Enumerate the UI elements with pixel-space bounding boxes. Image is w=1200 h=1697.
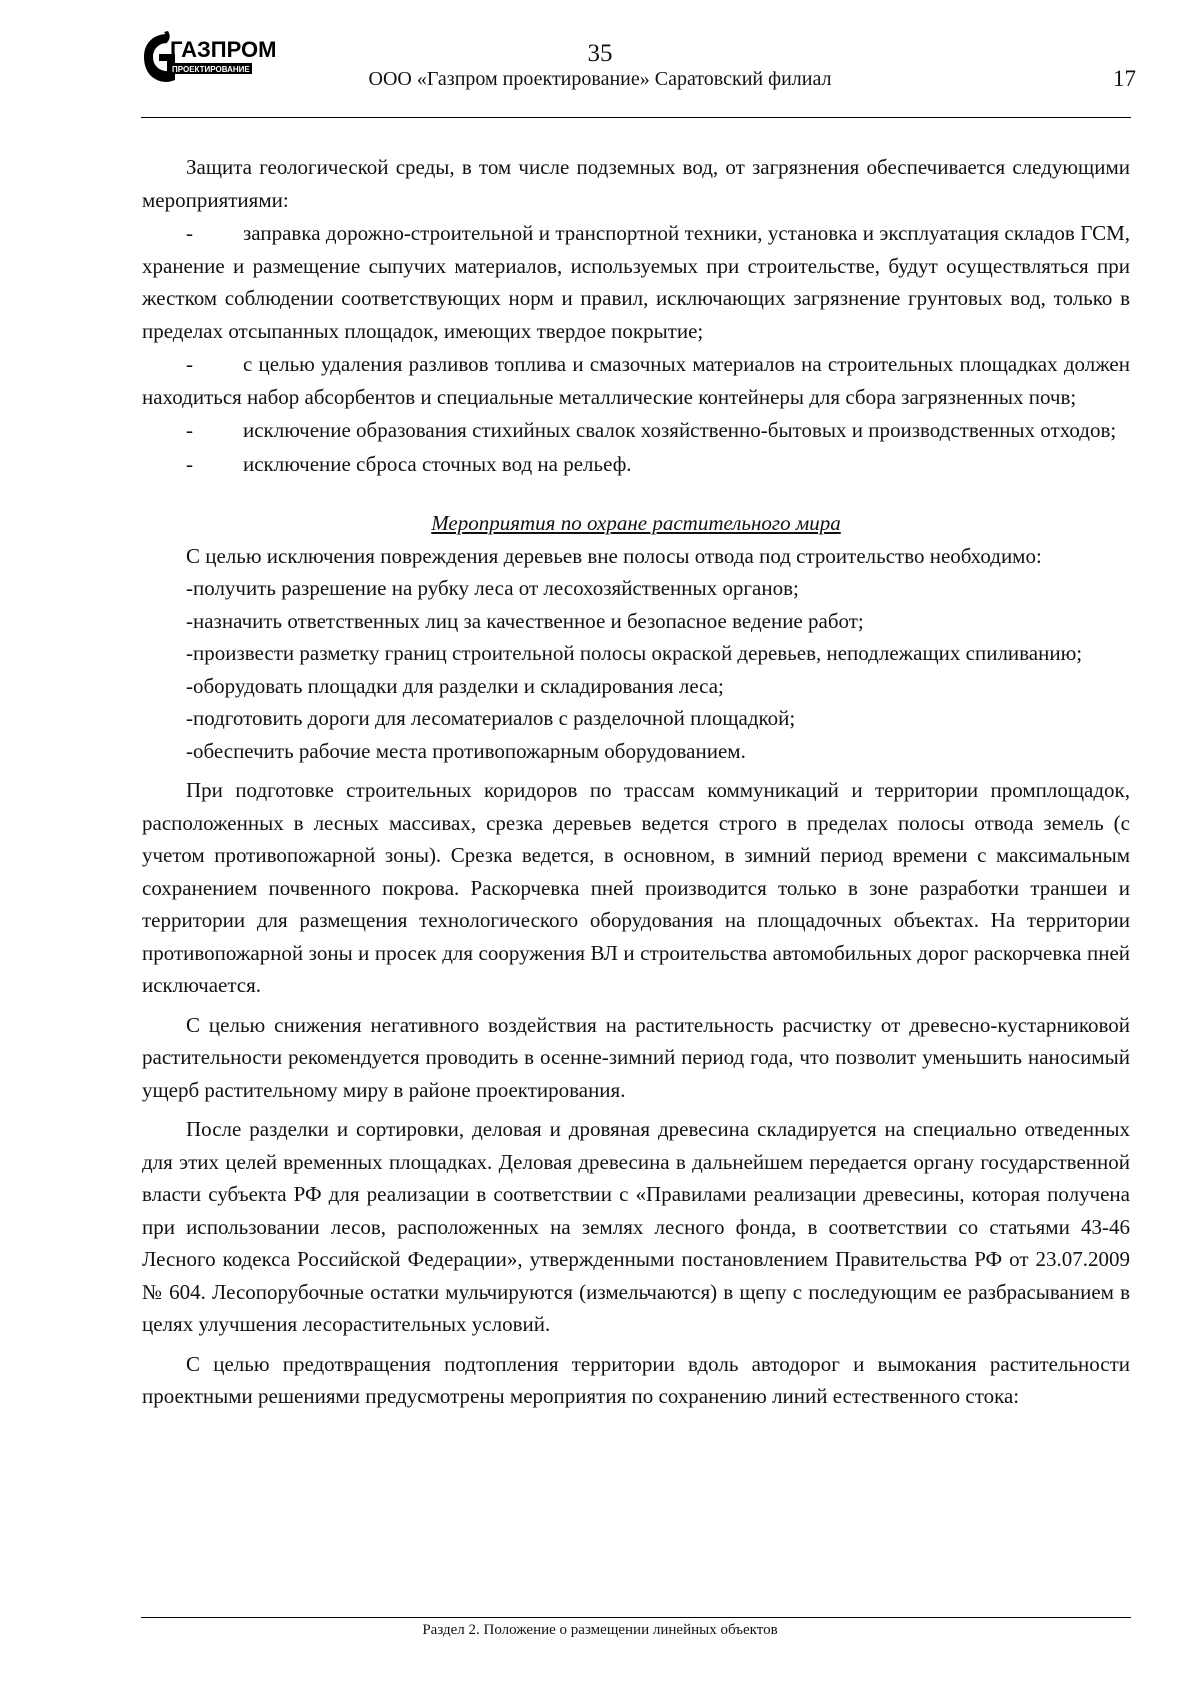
sheet-number: 17 [1113,66,1136,91]
list-item: -оборудовать площадки для разделки и складирования леса; [186,673,724,698]
list-item: - исключение образования стихийных свалок хозяйственно-бытовых и производственных отходов; [142,414,1130,447]
paragraph: После разделки и сортировки, деловая и дровяная древесина складируется на специально отведенных для этих целей временных площадках. Деловая древесина в дальнейшем передается органу государственной власти субъекта РФ для реализации в соответствии с «Правилами реализации древесины, которая получена при использовании лесов, расположенных на землях лесного фонда, в соответствии со статьями 43-46 Лесного кодекса Российской Федерации», утвержденными постановлением Правительства РФ от 23.07.2009 № 604. Лесопорубочные остатки мульчируются (измельчаются) в щепу с последующим ее разбрасыванием в целях улучшения лесорастительных условий. [142,1117,1130,1336]
page-number: 35 [587,40,613,67]
paragraph: С целью предотвращения подтопления территории вдоль автодорог и вымокания растительности проектными решениями предусмотрены мероприятия по сохранению линий естественного стока: [142,1351,1130,1408]
list-item: -подготовить дороги для лесоматериалов с разделочной площадкой; [186,706,796,730]
list-item: -назначить ответственных лиц за качественное и безопасное ведение работ; [186,608,864,633]
list-dash: - [186,418,193,442]
svg-text:ГАЗПРОМ: ГАЗПРОМ [170,37,277,62]
paragraph: С целью снижения негативного воздействия на растительность расчистку от древесно-кустарниковой растительности рекомендуется проводить в осенне-зимний период года, что позволит уменьшить наносимый ущерб растительному миру в районе проектирования. [142,1012,1130,1102]
svg-text:ПРОЕКТИРОВАНИЕ: ПРОЕКТИРОВАНИЕ [172,65,250,74]
footer-divider [141,1617,1131,1618]
list-item: - с целью удаления разливов топлива и смазочных материалов на строительных площадках должен находиться набор абсорбентов и специальные металлические контейнеры для сбора загрязненных почв; [142,348,1130,413]
header-divider [141,117,1131,118]
list-item: - исключение сброса сточных вод на рельеф. [142,448,1130,481]
paragraph: При подготовке строительных коридоров по трассам коммуникаций и территории промплощадок, расположенных в лесных массивах, срезка деревьев ведется строго в пределах полосы отвода земель (с учетом противопожарной зоны). Срезка ведется, в основном, в зимний период времени с максимальным сохранением почвенного покрова. Раскорчевка пней производится только в зоне разработки траншеи и территории для размещения технологического оборудования на площадочных объектах. На территории противопожарной зоны и просек для сооружения ВЛ и строительства автомобильных дорог раскорчевка пней исключается. [142,778,1130,997]
list-dash: - [186,352,193,376]
list-item: -обеспечить рабочие места противопожарным оборудованием. [186,738,746,763]
footer-section-title: Раздел 2. Положение о размещении линейных объектов [422,1622,778,1638]
list-item: -произвести разметку границ строительной полосы окраской деревьев, неподлежащих спиливанию; [186,641,1083,665]
section-heading: Мероприятия по охране растительного мира [431,511,841,535]
list-dash: - [186,221,193,245]
paragraph: С целью исключения повреждения деревьев вне полосы отвода под строительство необходимо: [186,543,1042,568]
list-dash: - [186,451,193,476]
paragraph-intro: Защита геологической среды, в том числе подземных вод, от загрязнения обеспечивается следующими мероприятиями: [142,155,1130,212]
list-item: - заправка дорожно-строительной и транспортной техники, установка и эксплуатация складов ГСМ, хранение и размещение сыпучих материалов, используемых при строительстве, будут осуществляться при жестком соблюдении соответствующих норм и правил, исключающих загрязнение грунтовых вод, только в пределах отсыпанных площадок, имеющих твердое покрытие; [142,217,1130,347]
company-name: ООО «Газпром проектирование» Саратовский филиал [368,68,832,90]
document-body [142,151,1130,1413]
list-item: -получить разрешение на рубку леса от лесохозяйственных органов; [186,576,799,600]
